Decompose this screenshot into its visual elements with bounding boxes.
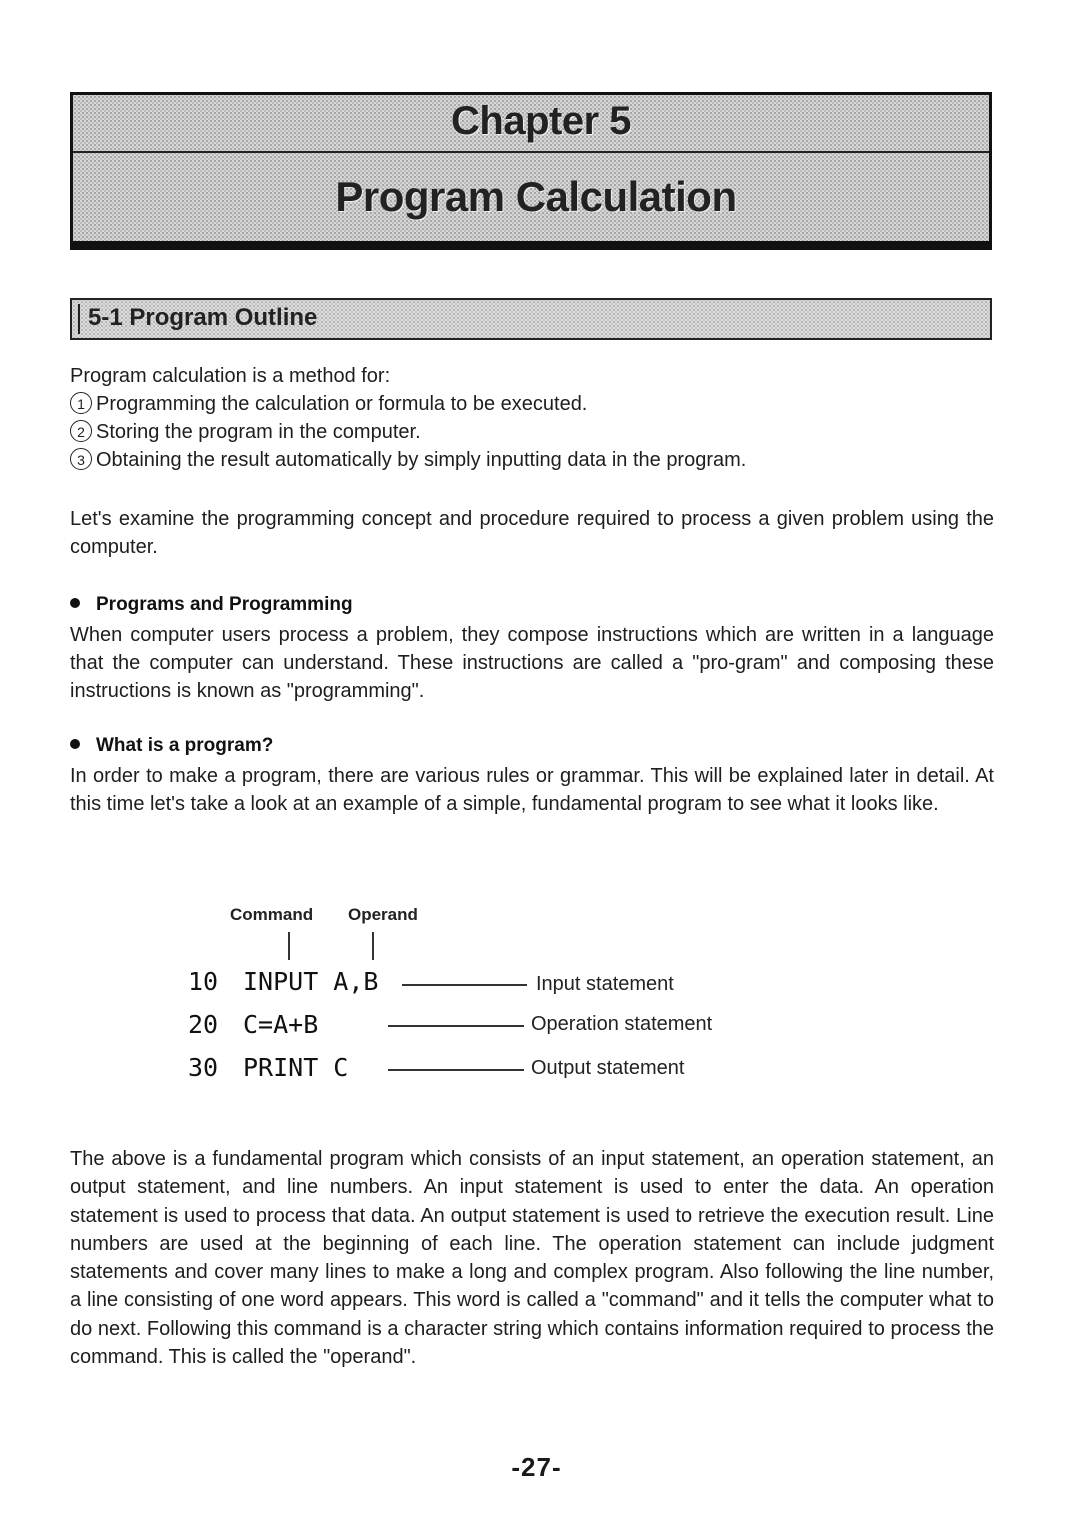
heading-programs-and-programming — [70, 594, 353, 616]
section-title: 5-1 Program Outline — [88, 304, 318, 331]
statement-label-2: Operation statement — [531, 1013, 713, 1035]
heading-what-is-program — [70, 735, 273, 757]
intro-item-text: Storing the program in the computer. — [96, 421, 421, 443]
command-pointer-line — [288, 932, 290, 960]
intro-item-text: Programming the calculation or formula to be executed. — [96, 393, 588, 415]
intro-item-3 — [70, 446, 994, 474]
bullet-icon — [70, 598, 80, 608]
command-label: Command — [230, 905, 314, 924]
page-number: -27- — [511, 1452, 562, 1482]
paragraph-programs: When computer users process a problem, they compose instructions which are written in a language that the computer can understand. These instructions are called a "pro-gram" and composing these instructions is known as "programming". — [70, 624, 994, 702]
code-text: C=A+B — [243, 1010, 319, 1039]
chapter-number: Chapter 5 — [451, 99, 631, 143]
paragraph-explanation: The above is a fundamental program which consists of an input statement, an operation statement, an output statement, and line numbers. An input statement is used to enter the data. An operation statement is used to process that data. An output statement is used to retrieve the execution result. Line numbers are used at the beginning of each line. The operation statement can include judgment statements and cover many lines to make a long and complex program. Also following the line number, a line consisting of one word appears. This word is called a "command" and it tells the computer what to do next. Following this command is a character string which contains information required to process the command. This is called the "operand". — [70, 1148, 994, 1369]
bullet-icon — [70, 739, 80, 749]
leader-line-2 — [388, 1025, 524, 1027]
operand-pointer-line — [372, 932, 374, 960]
intro-item-2 — [70, 418, 994, 446]
paragraph-what-is-program: In order to make a program, there are various rules or grammar. This will be explained later in detail. At this time let's take a look at an example of a simple, fundamental program to see what it looks like. — [70, 765, 994, 815]
paragraph-examine: Let's examine the programming concept and procedure required to process a given problem using the computer. — [70, 508, 994, 558]
code-text: PRINT C — [243, 1053, 349, 1082]
intro-lead: Program calculation is a method for: — [70, 365, 391, 387]
line-number: 20 — [188, 1010, 219, 1039]
banner-bottom-rule — [73, 241, 989, 247]
statement-label-3: Output statement — [531, 1057, 685, 1079]
banner-divider — [73, 151, 989, 153]
intro-item-text: Obtaining the result automatically by simply inputting data in the program. — [96, 449, 747, 471]
section-header — [70, 298, 992, 340]
section-left-rule — [78, 304, 80, 334]
circled-number: 3 — [70, 448, 92, 470]
statement-label-1: Input statement — [536, 973, 674, 995]
code-line-3 — [188, 1053, 349, 1082]
intro-item-1 — [70, 390, 994, 418]
line-number: 10 — [188, 967, 219, 996]
circled-number: 2 — [70, 420, 92, 442]
chapter-banner — [70, 92, 992, 250]
heading-text: Programs and Programming — [96, 594, 353, 615]
chapter-title: Program Calculation — [335, 173, 737, 220]
heading-text: What is a program? — [96, 735, 274, 756]
leader-line-3 — [388, 1069, 524, 1071]
circled-number: 1 — [70, 392, 92, 414]
code-text: INPUT A,B — [243, 967, 379, 996]
line-number: 30 — [188, 1053, 219, 1082]
leader-line-1 — [402, 984, 527, 986]
code-line-2 — [188, 1010, 319, 1039]
operand-label: Operand — [348, 905, 418, 924]
intro-block — [70, 362, 994, 474]
code-line-1 — [188, 967, 379, 996]
